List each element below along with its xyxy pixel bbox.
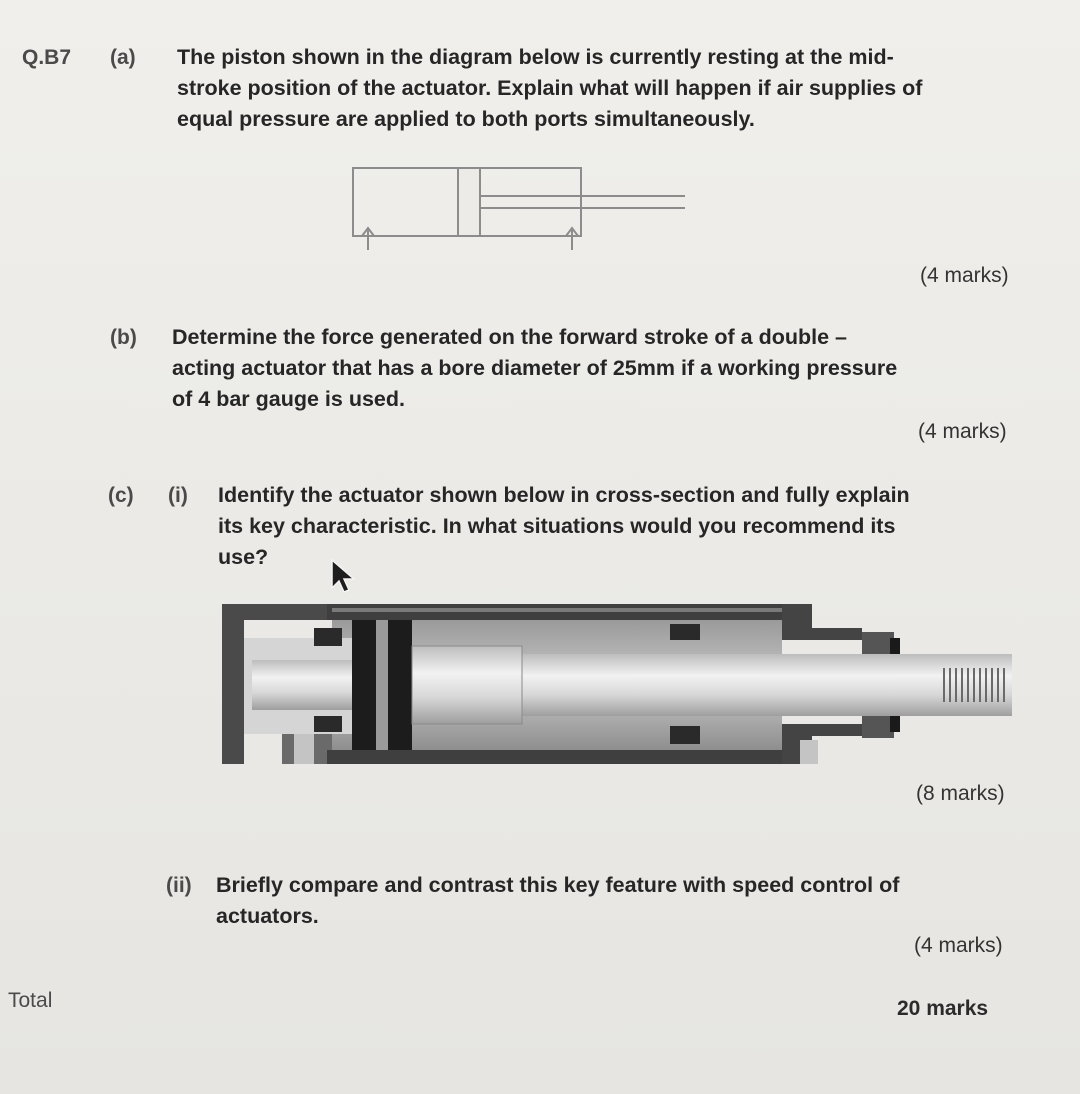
part-c-i-line-3: use?	[218, 545, 269, 569]
wiper-seal-bottom	[890, 716, 900, 732]
part-b-line-2: acting actuator that has a bore diameter of 25mm if a working pressure	[172, 356, 898, 380]
part-c-i-marks: (8 marks)	[916, 782, 1005, 805]
piston	[458, 168, 480, 236]
part-c-i-line-1: Identify the actuator shown below in cross-section and fully explain	[218, 483, 910, 507]
part-c-i-text	[218, 480, 910, 573]
part-a-marks: (4 marks)	[920, 264, 1009, 287]
left-check-valve	[314, 716, 342, 732]
total-marks: 20 marks	[897, 997, 989, 1020]
piston-body	[376, 620, 388, 750]
part-c-label: (c)	[108, 484, 134, 507]
rod-gland-top	[862, 632, 894, 654]
part-c-ii-line-2: actuators.	[216, 904, 319, 928]
part-b-label: (b)	[110, 326, 137, 349]
part-a-line-1: The piston shown in the diagram below is currently resting at the mid-	[177, 45, 894, 69]
part-c-ii-line-1: Briefly compare and contrast this key feature with speed control of	[216, 873, 900, 897]
cushion-sleeve	[412, 646, 522, 724]
part-b-marks: (4 marks)	[918, 420, 1007, 443]
left-port-bore	[294, 730, 314, 764]
wiper-seal-top	[890, 638, 900, 654]
left-cushion-valve	[314, 628, 342, 646]
part-a-line-3: equal pressure are applied to both ports simultaneously.	[177, 107, 755, 131]
right-port-bore	[800, 740, 818, 764]
part-a-text	[177, 42, 922, 135]
rod-gland-bottom	[862, 716, 894, 738]
part-b-text	[172, 322, 897, 415]
piston-seal-right	[388, 620, 412, 750]
question-number: Q.B7	[22, 46, 72, 69]
part-a-label: (a)	[110, 46, 136, 69]
part-c-ii-text	[216, 870, 899, 932]
right-end-cap-bottom	[782, 724, 862, 764]
right-end-cap-top	[782, 604, 862, 640]
cushioned-cylinder-cross-section	[222, 598, 1022, 768]
part-c-i-line-2: its key characteristic. In what situations would you recommend its	[218, 514, 896, 538]
part-c-ii-label: (ii)	[166, 874, 192, 897]
part-b-line-3: of 4 bar gauge is used.	[172, 387, 405, 411]
simple-cylinder-diagram	[340, 160, 690, 260]
part-a-line-2: stroke position of the actuator. Explain what will happen if air supplies of	[177, 76, 923, 100]
barrel-bottom-wall	[327, 750, 787, 764]
right-cushion-valve	[670, 624, 700, 640]
left-port-arrow	[362, 228, 374, 250]
part-b-line-1: Determine the force generated on the forward stroke of a double –	[172, 325, 847, 349]
right-port-arrow	[566, 228, 578, 250]
piston-seal-left	[352, 620, 376, 750]
total-label: Total	[8, 989, 53, 1012]
part-c-ii-marks: (4 marks)	[914, 934, 1003, 957]
mouse-pointer-icon	[330, 558, 360, 594]
barrel-top-highlight	[332, 608, 782, 612]
right-check-valve	[670, 726, 700, 744]
left-cushion-spear	[252, 660, 352, 710]
part-c-i-label: (i)	[168, 484, 188, 507]
